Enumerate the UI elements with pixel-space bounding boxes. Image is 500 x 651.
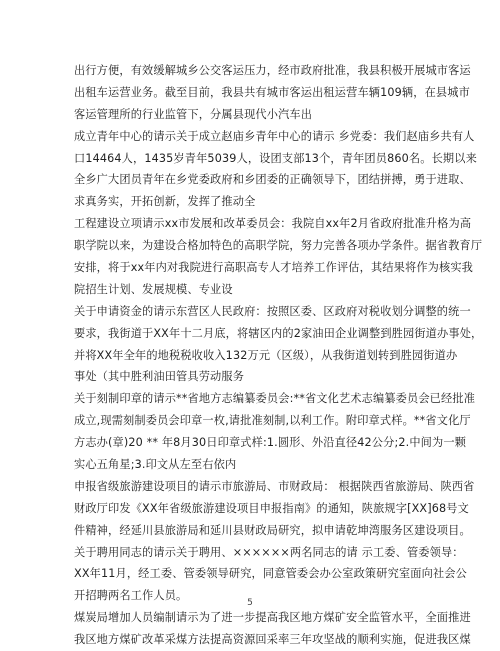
text-line: 件精神，经延川县旅游局和延川县财政局研究，拟申请乾坤湾服务区建设项目。 (74, 523, 471, 537)
text-line: 口14464人，1435岁青年5039人，设团支部13个，青年团员860名。长期以来 (74, 151, 477, 165)
text-line: 要求，我街道于XX年十二月底，将辖区内的2家油田企业调整到胜园街道办事处， (74, 326, 483, 340)
text-line: 安排，将于xx年内对我院进行高职高专人才培养工作评估，其结果将作为核实我 (74, 261, 474, 275)
text-line: 出行方便，有效缓解城乡公交客运压力，经市政府批准，我县积极开展城市客运 (74, 64, 471, 77)
body-text (74, 60, 483, 651)
text-line: 客运管理所的行业监管下，分属县现代小汽车出 (74, 107, 313, 121)
text-line: 院招生计划、发展规模、专业设 (74, 282, 233, 296)
text-line: 全乡广大团员青年在乡党委政府和乡团委的正确领导下，团结拼搏，勇于进取、 (74, 173, 471, 187)
text-line: 财政厅印发《XX年省级旅游建设项目申报指南》的通知，陕旅规字[XX]68号文 (74, 501, 469, 515)
text-line: 关于刻制印章的请示**省地方志编纂委员会:**省文化艺术志编纂委员会已经批准 (74, 392, 476, 406)
text-line: 出租车运营业务。截至目前，我县共有城市客运出租运营车辆109辆，在县城市 (74, 85, 470, 99)
text-line: XX年11月，经工委、管委领导研究，同意管委会办公室政策研究室面向社会公 (74, 567, 467, 581)
text-line: 成立青年中心的请示关于成立赵庙乡青年中心的请示 乡党委：我们赵庙乡共有人 (74, 129, 475, 143)
text-line: 煤炭局增加人员编制请示为了进一步提高我区地方煤矿安全监管水平，全面推进 (74, 611, 471, 625)
text-line: 申报省级旅游建设项目的请示市旅游局、市财政局： 根据陕西省旅游局、陕西省 (74, 479, 475, 493)
text-line: 我区地方煤矿改革采煤方法提高资源回采率三年攻坚战的顺利实施，促进我区煤 (74, 633, 471, 647)
text-line: 实心五角星;3.印文从左至右依内 (74, 458, 237, 472)
text-line: 事处（其中胜利油田管具劳动服务 (74, 370, 245, 384)
text-line: 求真务实，开拓创新，发挥了推动全 (74, 195, 256, 209)
text-line: 关于聘用同志的请示关于聘用、××××××两名同志的请 示工委、管委领导： (74, 545, 464, 559)
text-line: 职学院以来，为建设合格加特色的高职学院，努力完善各项办学条件。据省教育厅 (74, 239, 483, 253)
text-line: 方志办(章)20 ** 年8月30日印章式样:1.圆形、外沿直径42公分;2.中间为一颗 (74, 436, 467, 450)
page-number: 5 (247, 598, 253, 608)
text-line: 成立,现需刻制委员会印章一枚,请批准刻制,以利工作。附印章式样。**省文化厅 (74, 414, 471, 428)
text-line: 并将XX年全年的地税税收收入132万元（区级），从我街道划转到胜园街道办 (74, 348, 458, 362)
text-line: 工程建设立项请示xx市发展和改革委员会：我院自xx年2月省政府批准升格为高 (74, 217, 472, 231)
text-line: 开招聘两名工作人员。 (74, 589, 188, 603)
text-line: 关于申请资金的请示东营区人民政府：按照区委、区政府对税收划分调整的统一 (74, 304, 471, 318)
